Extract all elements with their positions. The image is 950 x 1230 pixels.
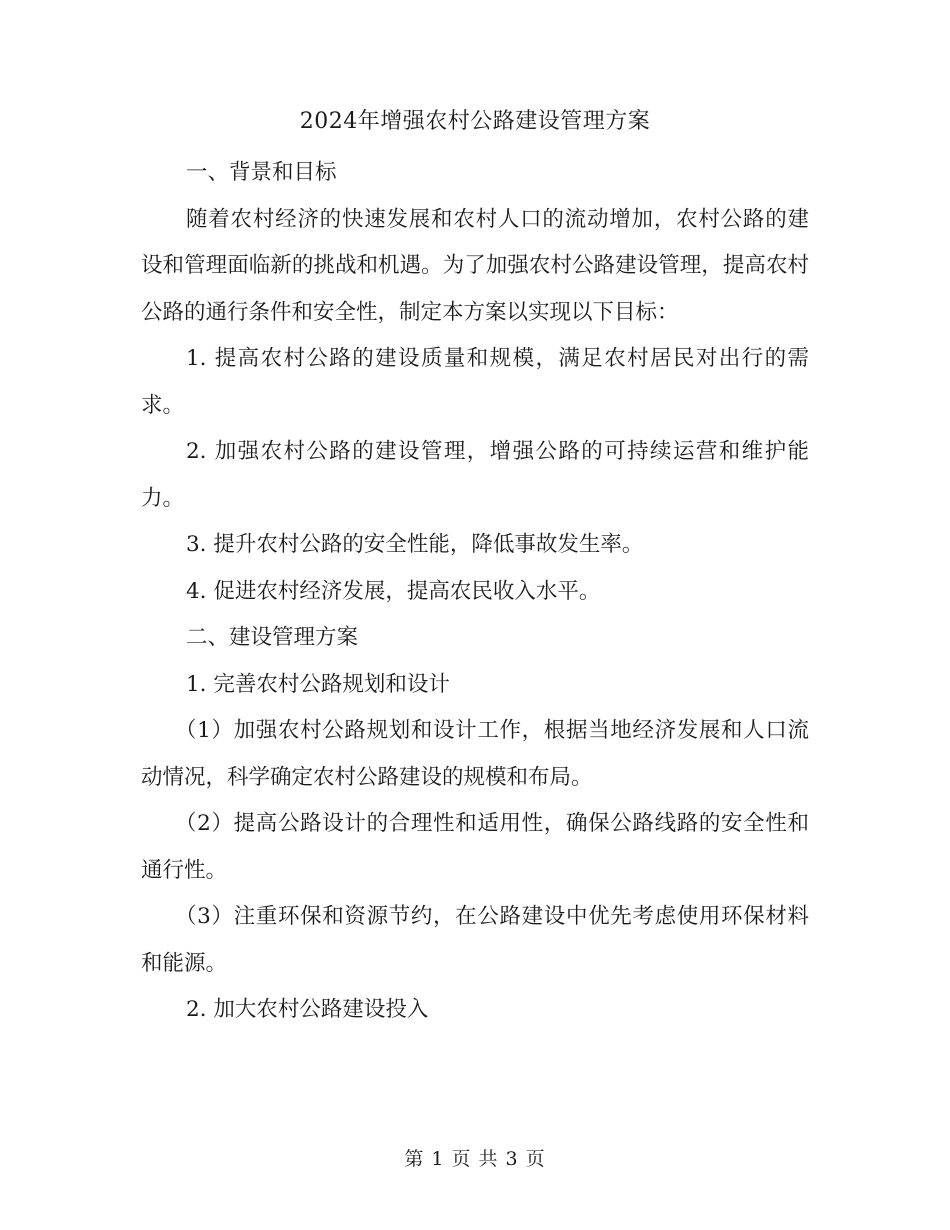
page-footer: 第 1 页 共 3 页	[404, 1148, 546, 1170]
document-body	[141, 150, 809, 1034]
subsection-heading: 1. 完善农村公路规划和设计	[186, 671, 450, 697]
list-item: 3. 提升农村公路的安全性能，降低事故发生率。	[186, 532, 644, 557]
list-item: （2）提高公路设计的合理性和适用性，确保公路线路的安全性和通行性。	[141, 811, 809, 883]
list-item: 2. 加强农村公路的建设管理，增强公路的可持续运营和维护能力。	[141, 439, 809, 511]
list-item: 4. 促进农村经济发展，提高农民收入水平。	[186, 578, 601, 604]
list-item: 1. 提高农村公路的建设质量和规模，满足农村居民对出行的需求。	[141, 346, 809, 418]
section-heading: 二、建设管理方案	[186, 625, 359, 650]
document-title: 2024年增强农村公路建设管理方案	[299, 109, 651, 134]
subsection-heading: 2. 加大农村公路建设投入	[186, 997, 429, 1022]
section-heading: 一、背景和目标	[186, 160, 337, 185]
list-item: （1）加强农村公路规划和设计工作，根据当地经济发展和人口流动情况，科学确定农村公路建设的规模和布局。	[141, 718, 809, 790]
paragraph: 随着农村经济的快速发展和农村人口的流动增加，农村公路的建设和管理面临新的挑战和机遇。为了加强农村公路建设管理，提高农村公路的通行条件和安全性，制定本方案以实现以下目标：	[141, 206, 809, 325]
list-item: （3）注重环保和资源节约，在公路建设中优先考虑使用环保材料和能源。	[141, 904, 809, 976]
